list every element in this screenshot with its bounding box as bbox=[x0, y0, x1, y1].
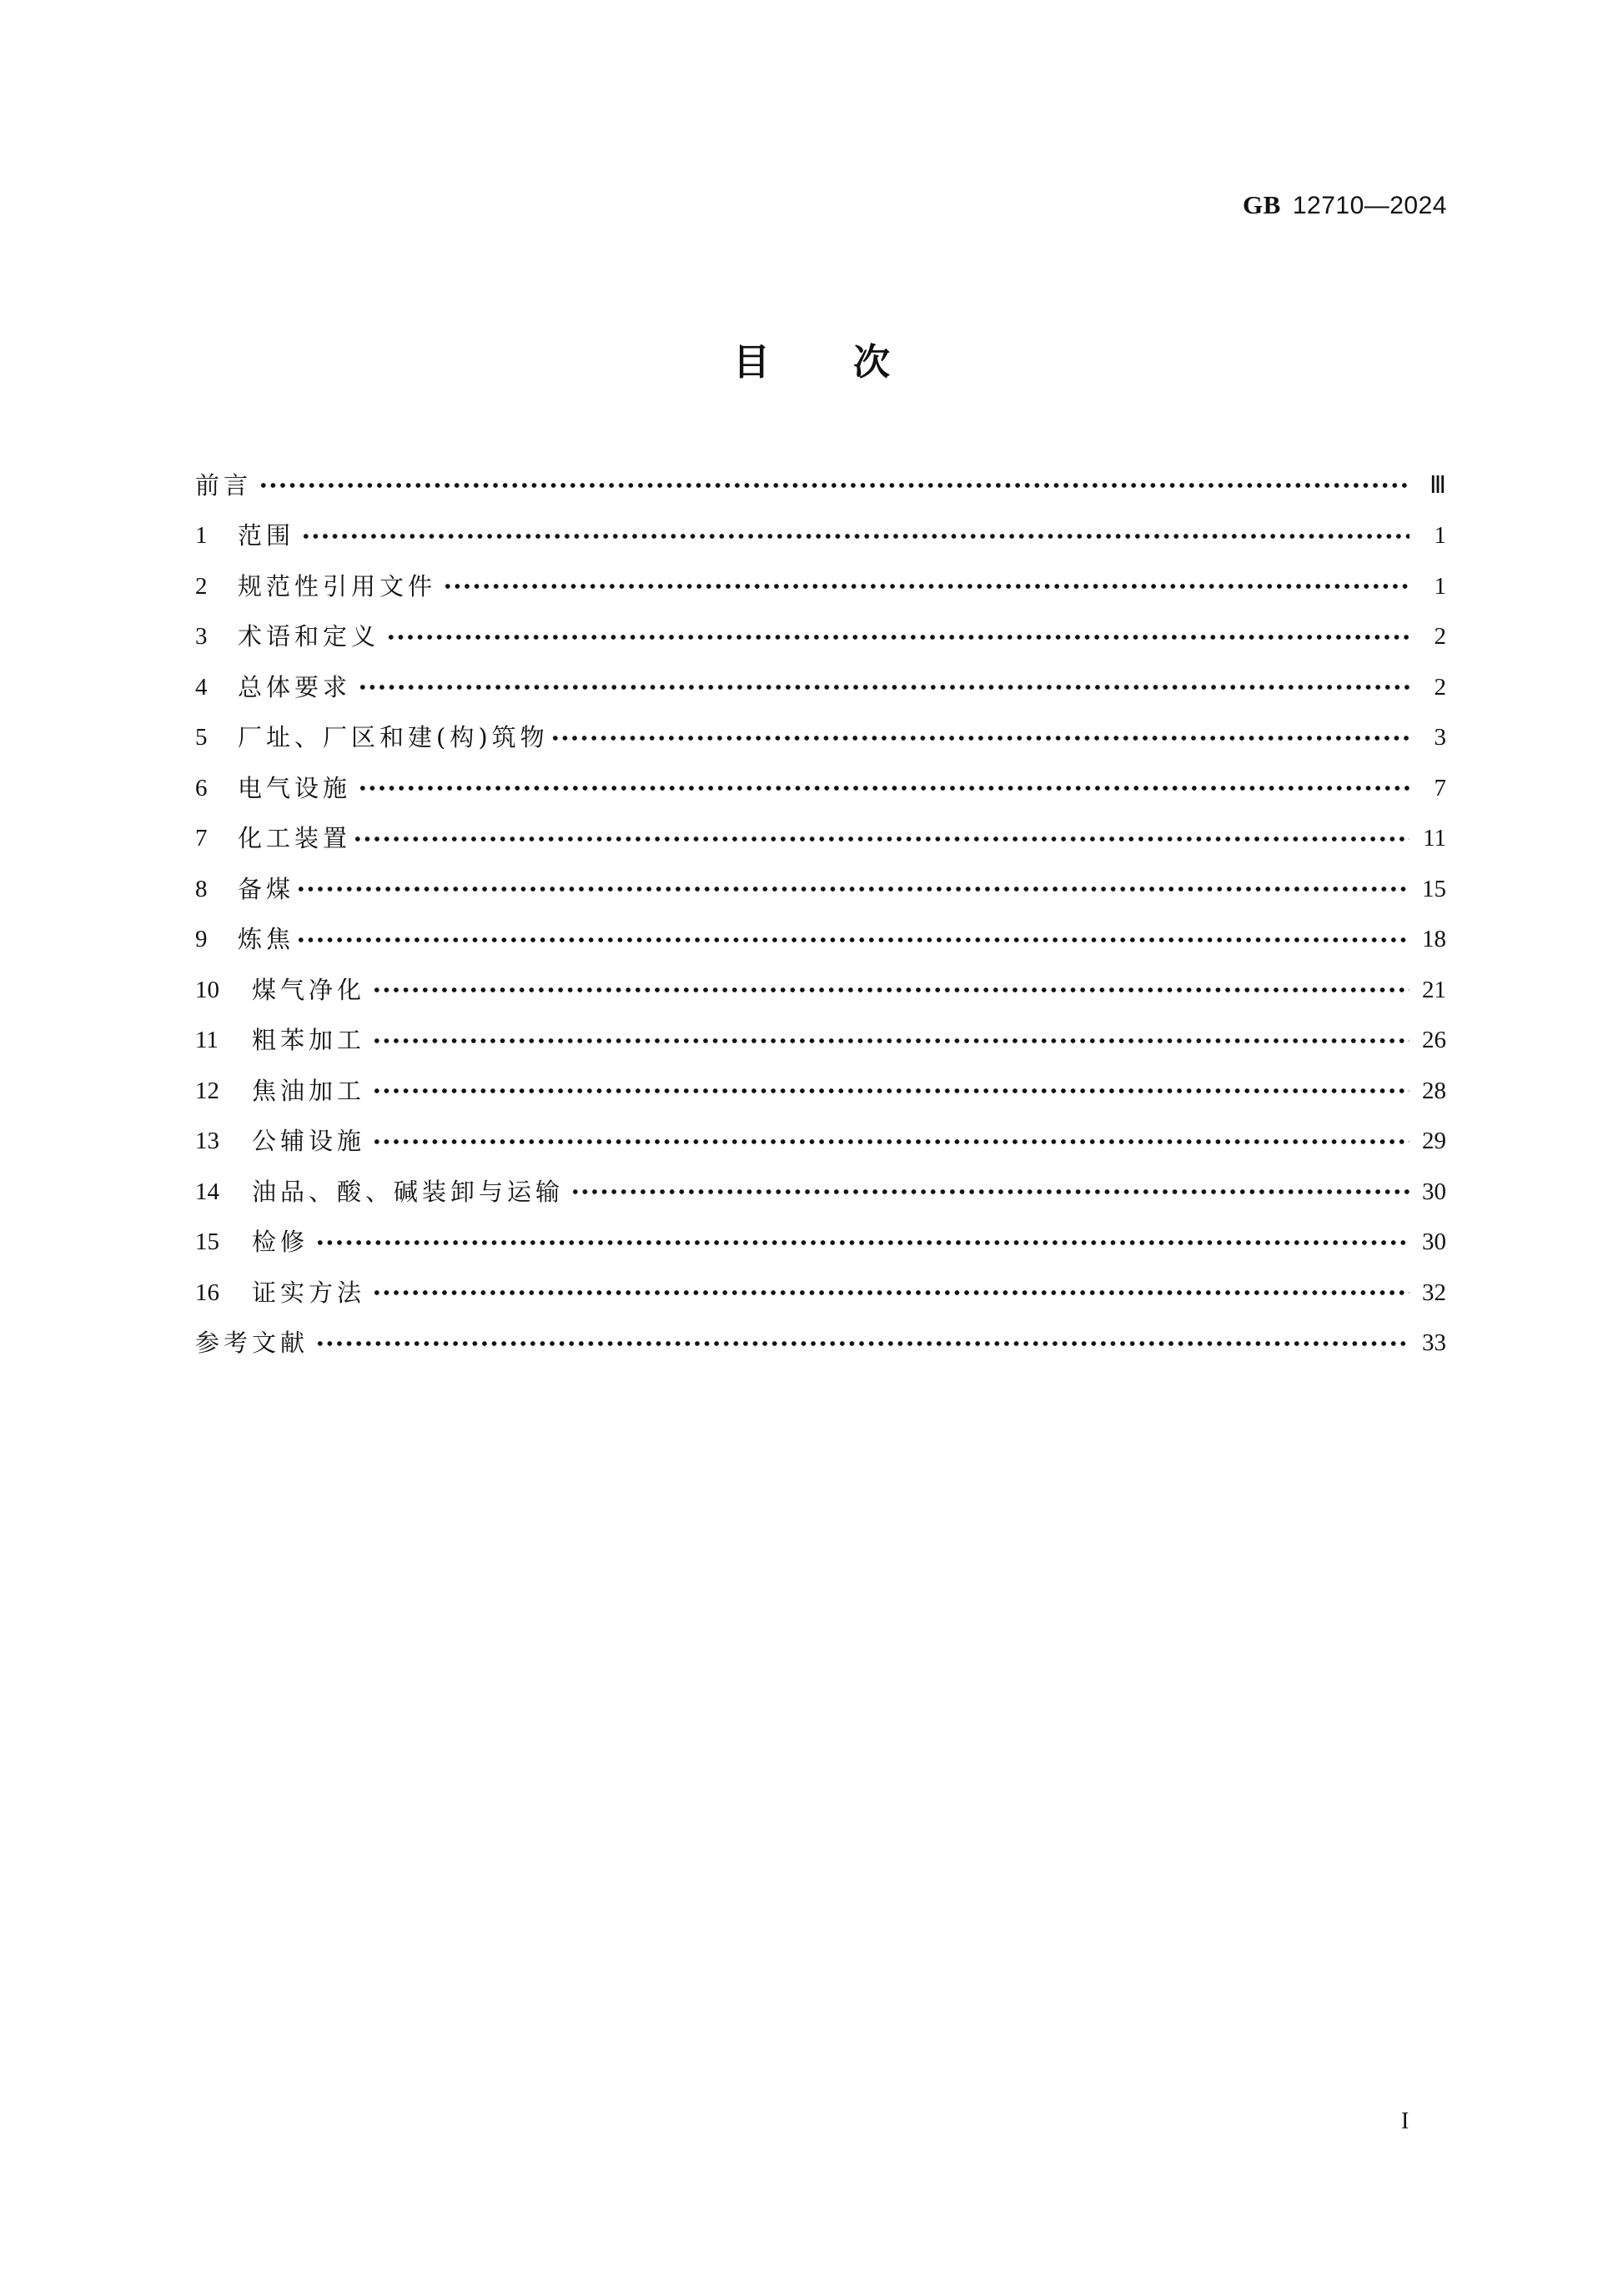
dot-leader bbox=[372, 1038, 1409, 1043]
title-char-1: 目 bbox=[733, 341, 770, 384]
toc-page: 3 bbox=[1434, 724, 1446, 751]
toc-page: 28 bbox=[1422, 1077, 1446, 1104]
toc-entry[interactable] bbox=[195, 1167, 1446, 1218]
toc-page: 2 bbox=[1434, 623, 1446, 651]
toc-label: 参考文献 bbox=[195, 1329, 309, 1358]
standard-number: 12710—2024 bbox=[1292, 192, 1447, 219]
toc-label: 备煤 bbox=[238, 874, 295, 903]
toc-number: 1 bbox=[195, 522, 208, 550]
toc-number: 4 bbox=[195, 673, 208, 701]
standard-prefix: GB bbox=[1243, 190, 1281, 219]
dot-leader bbox=[372, 1139, 1409, 1144]
toc-page: 11 bbox=[1423, 825, 1446, 852]
dot-leader bbox=[296, 887, 1409, 892]
toc-number: 5 bbox=[195, 724, 208, 751]
toc-entry-foreword[interactable] bbox=[195, 460, 1446, 511]
toc-page: 32 bbox=[1422, 1279, 1446, 1306]
toc-page: 15 bbox=[1422, 875, 1446, 902]
toc-number: 14 bbox=[195, 1178, 219, 1205]
toc-label: 总体要求 bbox=[238, 672, 352, 701]
toc-label: 范围 bbox=[238, 521, 295, 550]
toc-entry-references[interactable] bbox=[195, 1319, 1446, 1369]
toc-page: Ⅲ bbox=[1430, 471, 1446, 499]
toc-entry[interactable] bbox=[195, 965, 1446, 1016]
dot-leader bbox=[386, 635, 1409, 640]
toc-number: 16 bbox=[195, 1279, 219, 1306]
dot-leader bbox=[372, 1088, 1409, 1093]
dot-leader bbox=[550, 736, 1409, 741]
toc-label: 煤气净化 bbox=[252, 975, 366, 1004]
toc-label: 厂址、厂区和建(构)筑物 bbox=[238, 723, 549, 752]
toc-entry[interactable] bbox=[195, 1117, 1446, 1168]
dot-leader bbox=[353, 837, 1409, 842]
toc-page: 30 bbox=[1422, 1178, 1446, 1205]
toc-page: 7 bbox=[1434, 774, 1446, 801]
toc-entry[interactable] bbox=[195, 1066, 1446, 1117]
toc-page: 26 bbox=[1422, 1027, 1446, 1054]
toc-label: 化工装置 bbox=[238, 824, 352, 853]
toc-entry[interactable] bbox=[195, 612, 1446, 663]
toc-label: 电气设施 bbox=[238, 773, 352, 802]
toc-label: 证实方法 bbox=[252, 1278, 366, 1307]
page-number: I bbox=[1401, 2108, 1409, 2134]
dot-leader bbox=[570, 1189, 1409, 1194]
toc-number: 7 bbox=[195, 825, 208, 852]
dot-leader bbox=[358, 786, 1409, 791]
dot-leader bbox=[301, 534, 1409, 539]
toc-label: 公辅设施 bbox=[252, 1127, 366, 1156]
toc-page: 2 bbox=[1434, 673, 1446, 701]
toc-entry[interactable] bbox=[195, 713, 1446, 764]
toc-entry[interactable] bbox=[195, 864, 1446, 915]
toc-entry[interactable] bbox=[195, 662, 1446, 713]
toc-number: 15 bbox=[195, 1228, 219, 1256]
toc-page: 21 bbox=[1422, 976, 1446, 1003]
toc-number: 12 bbox=[195, 1077, 219, 1104]
toc-number: 2 bbox=[195, 572, 208, 600]
toc-label: 炼焦 bbox=[238, 925, 295, 954]
toc-label: 粗苯加工 bbox=[252, 1026, 366, 1055]
page-title bbox=[0, 332, 1623, 385]
toc-number: 10 bbox=[195, 976, 219, 1003]
toc-page: 1 bbox=[1434, 522, 1446, 550]
dot-leader bbox=[259, 483, 1409, 488]
toc-number: 13 bbox=[195, 1128, 219, 1155]
table-of-contents bbox=[195, 460, 1446, 1369]
title-char-2: 次 bbox=[853, 341, 890, 384]
toc-page: 33 bbox=[1422, 1329, 1446, 1357]
dot-leader bbox=[315, 1341, 1409, 1346]
toc-number: 3 bbox=[195, 623, 208, 651]
toc-page: 1 bbox=[1434, 572, 1446, 600]
toc-label: 术语和定义 bbox=[238, 622, 380, 651]
toc-entry[interactable] bbox=[195, 1218, 1446, 1269]
toc-label: 规范性引用文件 bbox=[238, 571, 437, 600]
toc-number: 11 bbox=[195, 1027, 219, 1054]
toc-entry[interactable] bbox=[195, 561, 1446, 612]
dot-leader bbox=[443, 584, 1409, 589]
toc-entry[interactable] bbox=[195, 763, 1446, 814]
dot-leader bbox=[372, 1290, 1409, 1295]
toc-page: 29 bbox=[1422, 1128, 1446, 1155]
toc-entry[interactable] bbox=[195, 814, 1446, 865]
toc-label: 检修 bbox=[252, 1228, 309, 1257]
toc-page: 18 bbox=[1422, 926, 1446, 953]
dot-leader bbox=[296, 937, 1409, 942]
dot-leader bbox=[372, 987, 1409, 992]
toc-page: 30 bbox=[1422, 1228, 1446, 1256]
toc-number: 9 bbox=[195, 926, 208, 953]
toc-entry[interactable] bbox=[195, 1268, 1446, 1319]
toc-label: 焦油加工 bbox=[252, 1076, 366, 1105]
toc-entry[interactable] bbox=[195, 511, 1446, 562]
toc-label: 油品、酸、碱装卸与运输 bbox=[252, 1177, 565, 1206]
toc-entry[interactable] bbox=[195, 915, 1446, 966]
toc-number: 6 bbox=[195, 774, 208, 801]
toc-number: 8 bbox=[195, 875, 208, 902]
dot-leader bbox=[358, 685, 1409, 690]
dot-leader bbox=[315, 1240, 1409, 1245]
standard-code bbox=[1243, 190, 1447, 220]
toc-label: 前言 bbox=[195, 470, 253, 500]
toc-entry[interactable] bbox=[195, 1016, 1446, 1067]
